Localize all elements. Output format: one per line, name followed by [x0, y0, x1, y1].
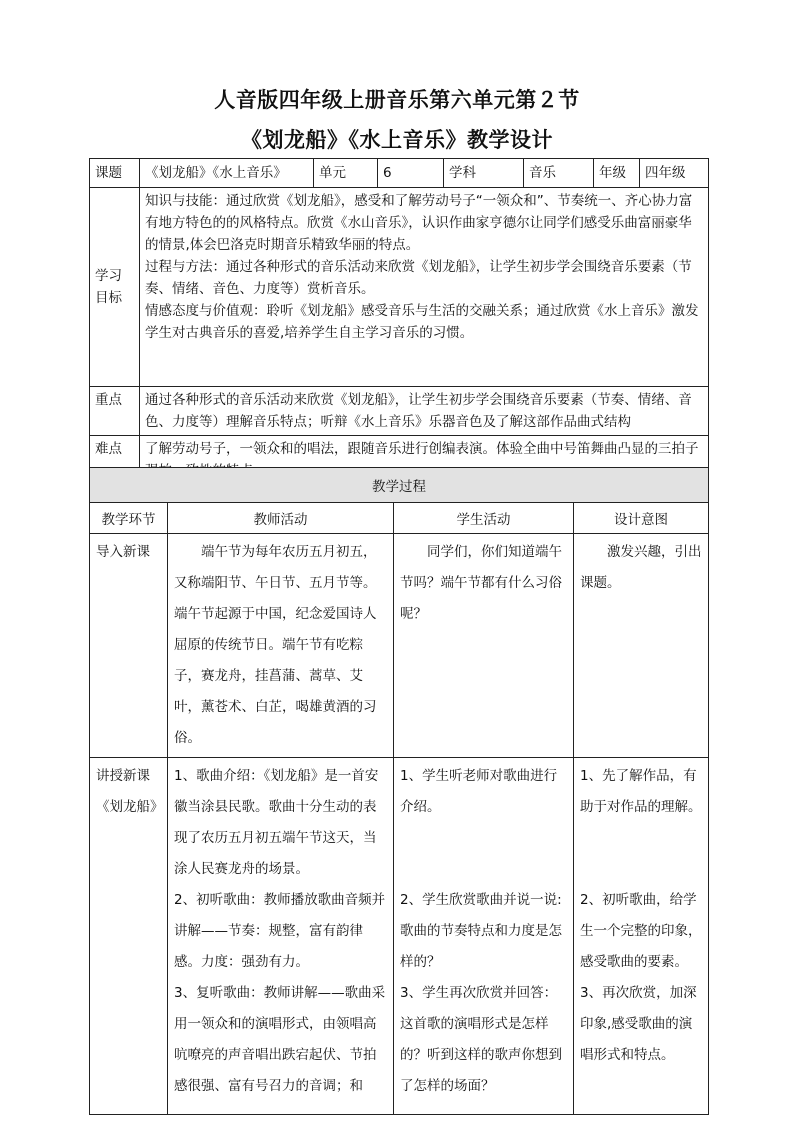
objective-process: 过程与方法：通过各种形式的音乐活动来欣赏《划龙船》，让学生初步学会围绕音乐要素（节奏、情绪、音色、力度等）赏析音乐。: [145, 259, 692, 297]
lesson-intent-step3: 3、再次欣赏，加深印象,感受歌曲的演唱形式和特点。: [580, 985, 697, 1063]
lesson-teacher: [168, 758, 394, 1115]
lesson-intent-step2: 2、初听歌曲，给学生一个完整的印象，感受歌曲的要素。: [580, 892, 702, 970]
subject-value: 音乐: [524, 159, 594, 188]
unit-value: 6: [378, 159, 444, 188]
document-title: 人音版四年级上册音乐第六单元第２节: [214, 87, 580, 112]
lesson-stage: [90, 758, 168, 1115]
difficulties-text: 了解劳动号子，一领众和的唱法，跟随音乐进行创编表演。体验全曲中号笛舞曲凸显的三拍子: [140, 436, 709, 485]
lesson-info-table: [89, 158, 709, 485]
lesson-stage-line2: 《划龙船》: [96, 799, 164, 815]
intro-teacher: [168, 534, 394, 758]
topic-label: 课题: [90, 159, 140, 188]
objectives-content: [140, 188, 709, 387]
key-points-label: 重点: [90, 387, 140, 436]
unit-label: 单元: [314, 159, 378, 188]
teaching-process-table: [89, 467, 709, 1115]
key-points-text: 通过各种形式的音乐活动来欣赏《划龙船》，让学生初步学会围绕音乐要素（节奏、情绪、音色、力度等）理解音乐特点；听辩《水上音乐》乐器音色及了解这部作品曲式结构: [140, 387, 709, 436]
intro-teacher-text: 端午节为每年农历五月初五，又称端阳节、午日节、五月节等。端午节起源于中国，纪念爱国诗人屈原的传统节日。端午节有吃粽子，赛龙舟，挂菖蒲、蒿草、艾叶，薰苍术、白芷，喝雄黄酒的习俗。: [174, 544, 377, 746]
grade-label: 年级: [594, 159, 640, 188]
intro-student-text: 同学们，你们知道端午节吗？端午节都有什么习俗呢？: [400, 544, 562, 622]
document-subtitle: 《划龙船》《水上音乐》教学设计: [241, 127, 553, 152]
objectives-label-line1: 学习: [95, 268, 122, 284]
subject-label: 学科: [444, 159, 524, 188]
table-row: [90, 758, 709, 1115]
teaching-process-title: 教学过程: [90, 468, 709, 503]
intro-stage: 导入新课: [90, 534, 168, 758]
difficulties-label: 难点: [90, 436, 140, 485]
lesson-teacher-step2: 2、初听歌曲：教师播放歌曲音频并讲解——节奏：规整，富有韵律感。力度：强劲有力。: [174, 892, 386, 970]
intro-intent-text: 激发兴趣，引出课题。: [580, 544, 702, 591]
lesson-student-step3: 3、学生再次欣赏并回答：这首歌的演唱形式是怎样的？听到这样的歌声你想到了怎样的场面？: [400, 985, 562, 1094]
objective-knowledge: 知识与技能：通过欣赏《划龙船》，感受和了解劳动号子“一领众和”、节奏统一、齐心协力富有地方特色的的风格特点。欣赏《水山音乐》，认识作曲家亨德尔让同学们感受乐曲富丽豪华的情景,体会巴洛克时期音乐精致华丽的特点。: [145, 193, 693, 253]
header-stage: 教学环节: [90, 503, 168, 534]
grade-value: 四年级: [640, 159, 709, 188]
lesson-intent: [574, 758, 709, 1115]
objective-attitude: 情感态度与价值观：聆听《划龙船》感受音乐与生活的交融关系；通过欣赏《水上音乐》激发学生对古典音乐的喜爱,培养学生自主学习音乐的习惯。: [145, 303, 699, 341]
objectives-label-line2: 目标: [95, 290, 122, 306]
header-student: 学生活动: [394, 503, 574, 534]
lesson-student-step1: 1、学生听老师对歌曲进行介绍。: [400, 768, 558, 815]
topic-value: 《划龙船》《水上音乐》: [140, 159, 314, 188]
lesson-student: [394, 758, 574, 1115]
lesson-teacher-step1: 1、歌曲介绍：《划龙船》是一首安徽当涂县民歌。歌曲十分生动的表现了农历五月初五端午节这天，当涂人民赛龙舟的场景。: [174, 768, 379, 877]
lesson-student-step2: 2、学生欣赏歌曲并说一说:歌曲的节奏特点和力度是怎样的？: [400, 892, 562, 970]
table-row: [90, 534, 709, 758]
lesson-intent-step1: 1、先了解作品，有助于对作品的理解。: [580, 768, 702, 815]
lesson-teacher-step3: 3、复听歌曲：教师讲解——歌曲采用一领众和的演唱形式，由领唱高吭嘹亮的声音唱出跌宕起伏、节拍感很强、富有号召力的音调；和: [174, 985, 386, 1094]
header-teacher: 教师活动: [168, 503, 394, 534]
objectives-label: [90, 188, 140, 387]
intro-student: [394, 534, 574, 758]
header-intent: 设计意图: [574, 503, 709, 534]
intro-intent: [574, 534, 709, 758]
lesson-stage-line1: 讲授新课: [96, 768, 150, 784]
